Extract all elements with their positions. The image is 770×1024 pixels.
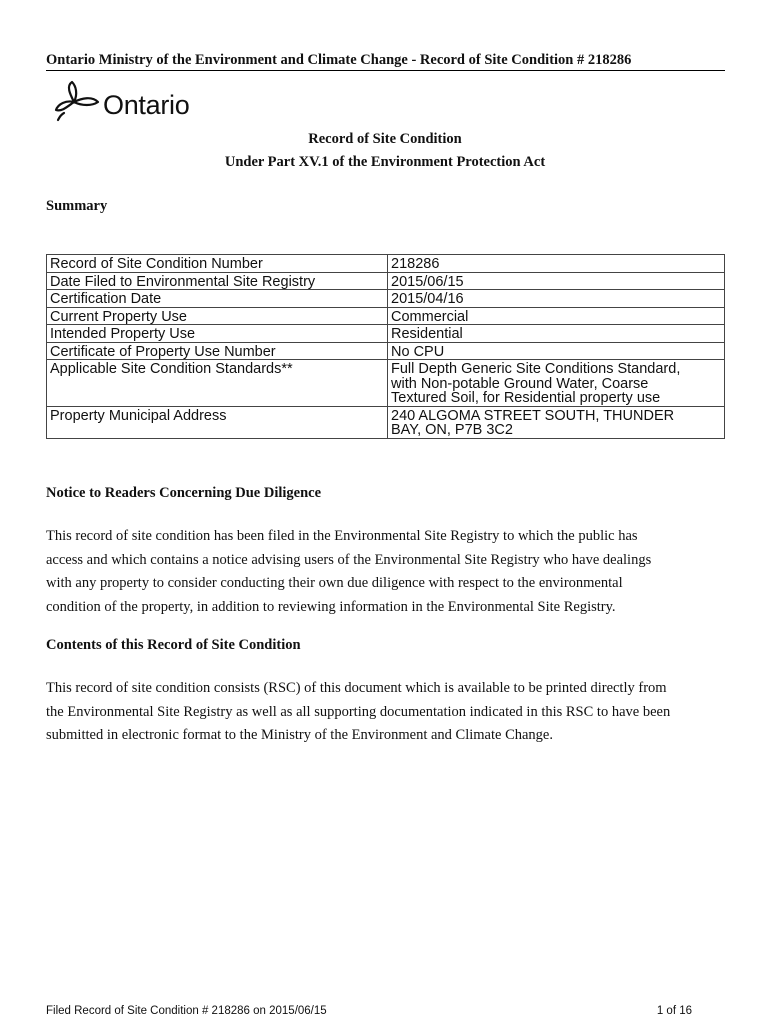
value-line: with Non-potable Ground Water, Coarse	[391, 375, 649, 392]
paragraph-line: access and which contains a notice advising users of the Environmental Site Registry who have dealings	[46, 551, 652, 568]
row-label: Applicable Site Condition Standards**	[47, 360, 388, 407]
paragraph-line: This record of site condition consists (RSC) of this document which is available to be printed directly from	[46, 680, 667, 696]
summary-heading: Summary	[46, 198, 108, 214]
document-title: Record of Site Condition	[308, 131, 462, 147]
row-label: Intended Property Use	[47, 325, 388, 343]
header-divider	[46, 70, 725, 71]
row-value	[388, 360, 725, 407]
table-row	[47, 272, 725, 290]
row-value: Commercial	[388, 307, 725, 325]
value-line: Textured Soil, for Residential property use	[391, 390, 661, 406]
row-label: Property Municipal Address	[47, 406, 388, 438]
footer-filed-note: Filed Record of Site Condition # 218286 on 2015/06/15	[46, 1005, 327, 1017]
row-label: Record of Site Condition Number	[47, 255, 388, 273]
row-label: Certificate of Property Use Number	[47, 342, 388, 360]
paragraph-line: the Environmental Site Registry as well as all supporting documentation indicated in this RSC to have been	[46, 703, 671, 720]
paragraph-line: This record of site condition has been filed in the Environmental Site Registry to which the public has	[46, 528, 638, 544]
row-value: 2015/06/15	[388, 272, 725, 290]
trillium-icon	[52, 80, 102, 124]
paragraph-line: with any property to consider conducting their own due diligence with respect to the environmental	[46, 575, 623, 591]
ontario-logo	[52, 80, 212, 124]
row-value: No CPU	[388, 342, 725, 360]
row-label: Current Property Use	[47, 307, 388, 325]
table-row	[47, 342, 725, 360]
contents-heading: Contents of this Record of Site Condition	[46, 637, 301, 653]
row-value	[388, 406, 725, 438]
value-line: BAY, ON, P7B 3C2	[391, 422, 513, 438]
row-value: 2015/04/16	[388, 290, 725, 308]
contents-paragraph	[46, 677, 728, 748]
table-row	[47, 255, 725, 273]
row-value: 218286	[388, 255, 725, 273]
value-line: Full Depth Generic Site Conditions Standard,	[391, 361, 681, 377]
row-value: Residential	[388, 325, 725, 343]
logo-wordmark: Ontario	[103, 90, 190, 120]
notice-heading: Notice to Readers Concerning Due Diligence	[46, 485, 322, 501]
value-line: 240 ALGOMA STREET SOUTH, THUNDER	[391, 407, 675, 424]
row-label: Date Filed to Environmental Site Registry	[47, 272, 388, 290]
table-row	[47, 325, 725, 343]
page-number: 1 of 16	[656, 1005, 692, 1017]
page-header-title: Ontario Ministry of the Environment and Climate Change - Record of Site Condition # 218286	[46, 52, 632, 68]
table-row	[47, 360, 725, 407]
paragraph-line: condition of the property, in addition to reviewing information in the Environmental Site Registry.	[46, 598, 616, 615]
paragraph-line: submitted in electronic format to the Ministry of the Environment and Climate Change.	[46, 727, 553, 743]
document-subtitle: Under Part XV.1 of the Environment Protection Act	[224, 154, 546, 170]
summary-table	[46, 254, 725, 439]
table-row	[47, 290, 725, 308]
table-row	[47, 307, 725, 325]
table-row	[47, 406, 725, 438]
row-label: Certification Date	[47, 290, 388, 308]
notice-paragraph	[46, 525, 728, 619]
